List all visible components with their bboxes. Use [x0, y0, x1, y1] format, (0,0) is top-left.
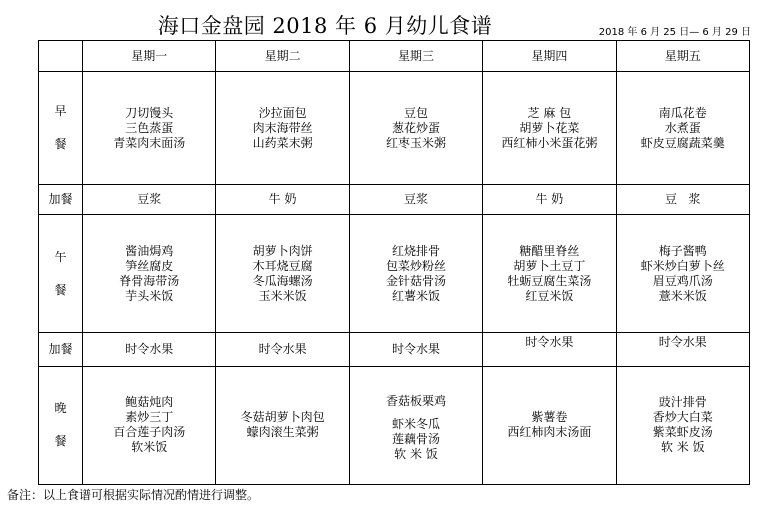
menu-item: 脊骨海带汤	[119, 273, 180, 288]
menu-item: 笋丝腐皮	[125, 258, 174, 273]
menu-item: 冬菇胡萝卜肉包	[240, 410, 325, 425]
menu-item: 红薯米饭	[391, 288, 440, 303]
lunch-fri	[616, 215, 749, 332]
menu-item: 莲藕骨汤	[391, 431, 440, 446]
dinner-thu	[483, 366, 616, 484]
menu-item: 玉米米饭	[258, 288, 307, 303]
menu-item: 牡蛎豆腐生菜汤	[507, 273, 592, 288]
day-header-tue: 星期二	[216, 41, 349, 72]
menu-item: 酱油焗鸡	[125, 243, 174, 258]
menu-item: 刀切馒头	[125, 105, 174, 120]
menu-item: 胡萝卜土豆丁	[513, 258, 586, 273]
afternoon-snack-fri: 时令水果	[616, 332, 749, 366]
lunch-tue	[216, 215, 349, 332]
menu-item: 冬瓜海螺汤	[252, 273, 313, 288]
menu-item: 水煮蛋	[664, 120, 701, 135]
header-row	[39, 41, 750, 72]
breakfast-label-bottom: 餐	[54, 137, 67, 152]
menu-item: 梅子酱鸭	[658, 243, 707, 258]
lunch-label-top: 午	[54, 249, 67, 264]
menu-item: 眉豆鸡爪汤	[652, 273, 713, 288]
dinner-label-bottom: 餐	[54, 434, 67, 449]
lunch-label	[39, 215, 83, 332]
menu-item: 蠓肉滚生菜粥	[246, 425, 319, 440]
menu-item: 虾米炒白萝卜丝	[640, 258, 725, 273]
menu-item: 百合莲子肉汤	[113, 425, 186, 440]
dinner-wed	[349, 366, 482, 484]
breakfast-wed	[349, 72, 482, 185]
menu-item: 软 米 饭	[660, 440, 705, 455]
morning-snack-label: 加餐	[39, 185, 83, 215]
menu-item: 山药菜末粥	[252, 135, 313, 150]
page-title: 海口金盘园 2018 年 6 月幼儿食谱	[157, 14, 493, 38]
menu-item: 红豆米饭	[525, 288, 574, 303]
menu-item: 紫菜虾皮汤	[652, 425, 713, 440]
afternoon-snack-label: 加餐	[39, 332, 83, 366]
afternoon-snack-thu: 时令水果	[483, 332, 616, 366]
dinner-label-top: 晚	[54, 401, 67, 416]
day-header-wed: 星期三	[349, 41, 482, 72]
day-header-thu: 星期四	[483, 41, 616, 72]
day-header-mon: 星期一	[83, 41, 216, 72]
dinner-tue	[216, 366, 349, 484]
morning-snack-tue: 牛 奶	[216, 185, 349, 215]
morning-snack-thu: 牛 奶	[483, 185, 616, 215]
breakfast-mon	[83, 72, 216, 185]
dinner-row	[39, 366, 750, 484]
menu-item: 沙拉面包	[258, 105, 307, 120]
lunch-row	[39, 215, 750, 332]
menu-item: 虾皮豆腐蔬菜羹	[640, 135, 725, 150]
dinner-fri	[616, 366, 749, 484]
lunch-mon	[83, 215, 216, 332]
morning-snack-row	[39, 185, 750, 215]
menu-item: 西红柿小米蛋花粥	[501, 135, 598, 150]
breakfast-label	[39, 72, 83, 185]
menu-item: 青菜肉末面汤	[113, 135, 186, 150]
menu-item: 豉汁排骨	[658, 395, 707, 410]
menu-item: 木耳烧豆腐	[252, 258, 313, 273]
day-header-fri: 星期五	[616, 41, 749, 72]
menu-item: 红枣玉米粥	[385, 135, 446, 150]
menu-item: 鲍菇炖肉	[125, 395, 174, 410]
menu-item: 三色蒸蛋	[125, 120, 174, 135]
lunch-label-bottom: 餐	[54, 282, 67, 297]
menu-item: 豆包	[403, 105, 428, 120]
menu-item: 糖醋里脊丝	[519, 243, 580, 258]
menu-item: 胡萝卜肉饼	[252, 243, 313, 258]
menu-item: 香炒大白菜	[652, 410, 713, 425]
dinner-mon	[83, 366, 216, 484]
menu-item: 西红柿肉末汤面	[507, 425, 592, 440]
breakfast-thu	[483, 72, 616, 185]
morning-snack-fri: 豆 浆	[616, 185, 749, 215]
menu-item: 葱花炒蛋	[391, 120, 440, 135]
menu-item: 芝 麻 包	[527, 105, 572, 120]
breakfast-fri	[616, 72, 749, 185]
menu-item: 南瓜花卷	[658, 105, 707, 120]
menu-item: 芋头米饭	[125, 288, 174, 303]
lunch-wed	[349, 215, 482, 332]
date-range: 2018 年 6 月 25 日— 6 月 29 日	[598, 27, 751, 38]
menu-item: 素炒三丁	[125, 410, 174, 425]
afternoon-snack-wed: 时令水果	[349, 332, 482, 366]
breakfast-tue	[216, 72, 349, 185]
menu-table	[38, 40, 750, 485]
afternoon-snack-row	[39, 332, 750, 366]
menu-item: 薏米米饭	[658, 288, 707, 303]
footnote: 备注：以上食谱可根据实际情况酌情进行调整。	[7, 488, 260, 502]
breakfast-label-top: 早	[54, 104, 67, 119]
menu-item: 红烧排骨	[391, 243, 440, 258]
menu-item: 软 米 饭	[394, 446, 438, 461]
morning-snack-wed: 豆浆	[349, 185, 482, 215]
menu-item: 肉末海带丝	[252, 120, 313, 135]
menu-item: 包菜炒粉丝	[385, 258, 446, 273]
afternoon-snack-tue: 时令水果	[216, 332, 349, 366]
menu-item: 紫薯卷	[531, 410, 568, 425]
menu-item: 香菇板栗鸡	[385, 393, 446, 408]
menu-item: 虾米冬瓜	[391, 416, 440, 431]
menu-item: 胡萝卜花菜	[519, 120, 580, 135]
dinner-label	[39, 366, 83, 484]
lunch-thu	[483, 215, 616, 332]
morning-snack-mon: 豆浆	[83, 185, 216, 215]
breakfast-row	[39, 72, 750, 185]
menu-item: 金针菇骨汤	[385, 273, 446, 288]
afternoon-snack-mon: 时令水果	[83, 332, 216, 366]
corner-cell	[39, 41, 83, 72]
menu-item	[350, 409, 482, 417]
menu-item: 软米饭	[131, 440, 168, 455]
